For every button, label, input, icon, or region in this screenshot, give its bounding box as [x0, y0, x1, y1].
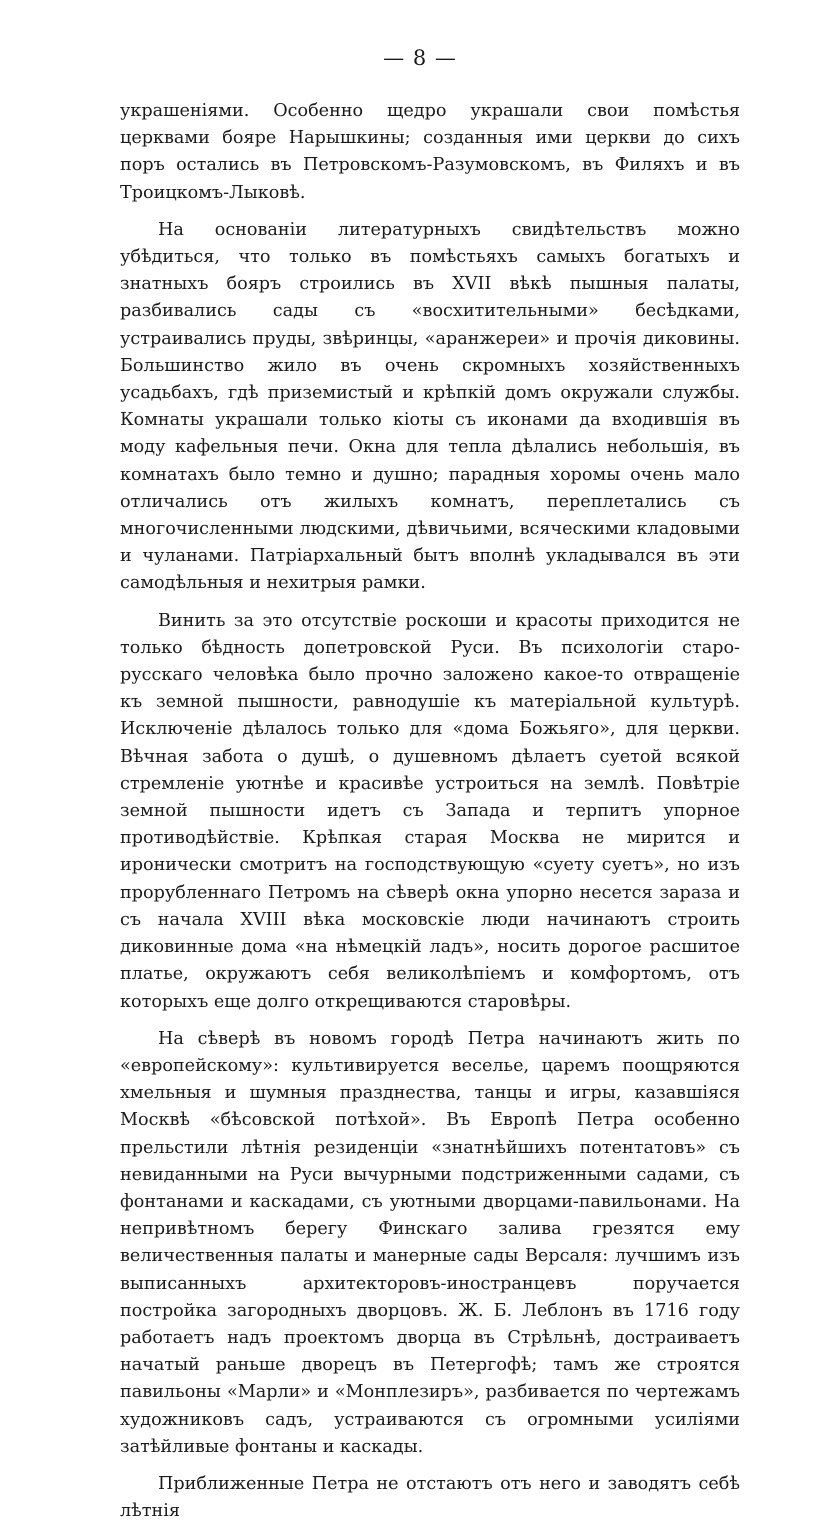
paragraph-3: Винить за это отсутствіе роскоши и красоты приходится не только бѣдность допетровской Руси. Въ психологіи старо-русскаго человѣка было прочно заложено какое-то отвращеніе къ земной пышности, равнодушіе къ матеріальной культурѣ. Исключеніе дѣлалось только для «дома Божьяго», для церкви. Вѣчная забота о душѣ, о душевномъ дѣлаетъ суетой всякой стремленіе уютнѣе и красивѣе устроиться на землѣ. Повѣтріе земной пышности идетъ съ Запада и терпитъ упорное противодѣйствіе. Крѣпкая старая Москва не мирится и иронически смотритъ на господствующую «суету суетъ», но изъ прорубленнаго Петромъ на сѣверѣ окна упорно несется зараза и съ начала XVIII вѣка московскіе люди начинаютъ строить диковинные дома «на нѣмецкій ладъ», носить дорогое расшитое платье, окружаютъ себя великолѣпіемъ и комфортомъ, отъ которыхъ еще долго открещиваются старовѣры.: [120, 610, 740, 1012]
page-number: — 8 —: [383, 46, 457, 70]
paragraph-1: украшеніями. Особенно щедро украшали свои помѣстья церквами бояре Нарышкины; созданныя ими церкви до сихъ поръ остались въ Петровскомъ-Разумовскомъ, въ Филяхъ и въ Троицкомъ-Лыковѣ.: [120, 101, 740, 203]
paragraph-5: Приближенные Петра не отстаютъ отъ него и заводятъ себѣ лѣтнія: [120, 1473, 740, 1522]
paragraph-2: На основаніи литературныхъ свидѣтельствъ можно убѣдиться, что только въ помѣстьяхъ самыхъ богатыхъ и знатныхъ бояръ строились въ XVII вѣкѣ пышныя палаты, разбивались сады съ «восхитительными» бесѣдками, устраивались пруды, звѣринцы, «аранжереи» и прочія диковины. Большинство жило въ очень скромныхъ хозяйственныхъ усадьбахъ, гдѣ приземистый и крѣпкій домъ окружали службы. Комнаты украшали только кіоты съ иконами да входившія въ моду кафельныя печи. Окна для тепла дѣлались небольшія, въ комнатахъ было темно и душно; парадныя хоромы очень мало отличались отъ жилыхъ комнатъ, переплетались съ многочисленными людскими, дѣвичьими, всяческими кладовыми и чуланами. Патріархальный бытъ вполнѣ укладывался въ эти самодѣльныя и нехитрыя рамки.: [120, 219, 740, 594]
paragraph-4: На сѣверѣ въ новомъ городѣ Петра начинаютъ жить по «европейскому»: культивируется веселье, царемъ поощряются хмельныя и шумныя празднества, танцы и игры, казавшіяся Москвѣ «бѣсовской потѣхой». Въ Европѣ Петра особенно прельстили лѣтнія резиденціи «знатнѣйшихъ потентатовъ» съ невиданными на Руси вычурными подстриженными садами, съ фонтанами и каскадами, съ уютными дворцами-павильонами. На непривѣтномъ берегу Финскаго залива грезятся ему величественныя палаты и манерные сады Версаля: лучшимъ изъ выписанныхъ архитекторовъ-иностранцевъ поручается постройка загородныхъ дворцовъ. Ж. Б. Леблонъ въ 1716 году работаетъ надъ проектомъ дворца въ Стрѣльнѣ, достраиваетъ начатый раньше дворецъ въ Петергофѣ; тамъ же строятся павильоны «Марли» и «Монплезиръ», разбивается по чертежамъ художниковъ садъ, устраиваются съ огромными усиліями затѣйливые фонтаны и каскады.: [120, 1028, 740, 1457]
body-text: [120, 98, 740, 1535]
